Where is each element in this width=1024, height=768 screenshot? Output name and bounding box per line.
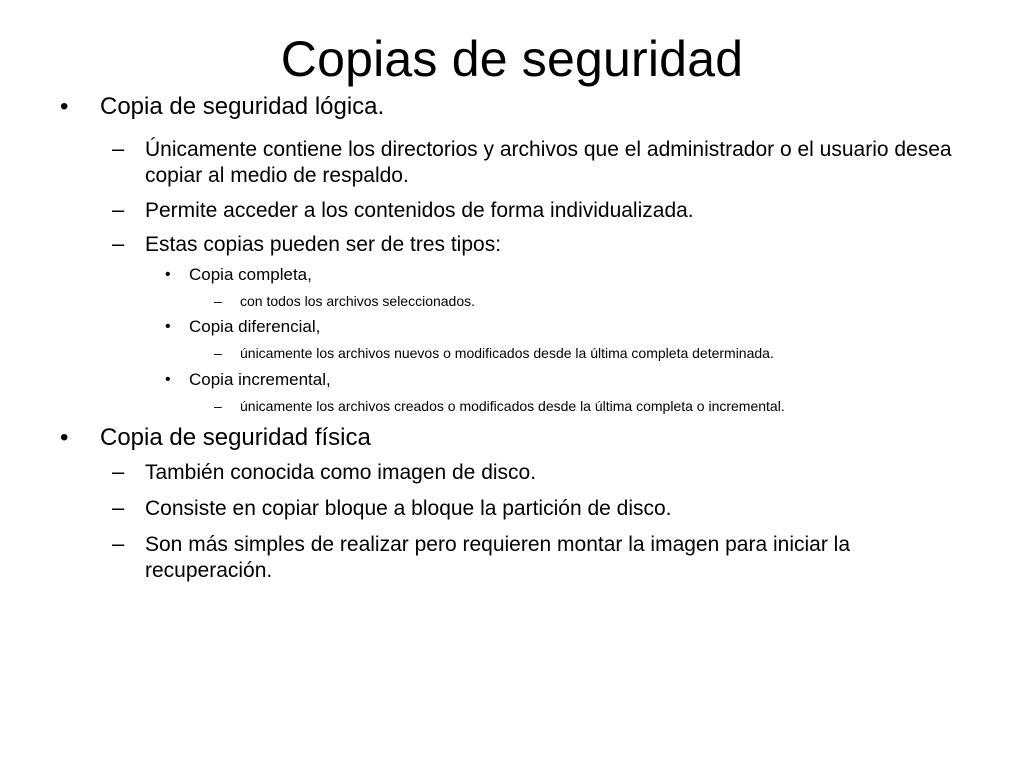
logical-item-3-text: Estas copias pueden ser de tres tipos: [145, 233, 502, 256]
dash-icon: – [214, 293, 222, 309]
bullet-icon: • [60, 424, 69, 451]
type-differential-detail-text: únicamente los archivos nuevos o modificados desde la última completa determinada. [240, 345, 774, 361]
dash-icon: – [112, 495, 125, 520]
section-logical-label: Copia de seguridad lógica. [100, 93, 385, 120]
dash-icon: – [214, 345, 222, 361]
dash-icon: – [112, 136, 125, 161]
bullet-icon: • [60, 93, 69, 120]
bullet-icon: • [165, 318, 171, 335]
dash-icon: – [112, 531, 125, 556]
slide-title: Copias de seguridad [280, 31, 744, 87]
bullet-icon: • [165, 371, 171, 388]
dash-icon: – [214, 398, 222, 414]
dash-icon: – [112, 197, 125, 222]
physical-item-1-text: También conocida como imagen de disco. [145, 461, 537, 484]
type-complete-label: Copia completa, [189, 265, 312, 284]
logical-item-1-text: Únicamente contiene los directorios y archivos que el administrador o el usuario desea copiar al medio de respaldo. [145, 138, 952, 187]
type-differential-label: Copia diferencial, [189, 317, 321, 336]
physical-item-3-text: Son más simples de realizar pero requieren montar la imagen para iniciar la recuperación. [145, 533, 851, 582]
dash-icon: – [112, 231, 125, 256]
dash-icon: – [112, 459, 125, 484]
physical-item-2-text: Consiste en copiar bloque a bloque la partición de disco. [145, 497, 672, 520]
logical-item-2-text: Permite acceder a los contenidos de forma individualizada. [145, 199, 694, 222]
bullet-icon: • [165, 266, 171, 283]
type-incremental-detail-text: únicamente los archivos creados o modificados desde la última completa o incremental. [240, 398, 785, 414]
type-incremental-label: Copia incremental, [189, 370, 331, 389]
section-physical-label: Copia de seguridad física [100, 424, 371, 451]
type-complete-detail-text: con todos los archivos seleccionados. [240, 293, 476, 309]
